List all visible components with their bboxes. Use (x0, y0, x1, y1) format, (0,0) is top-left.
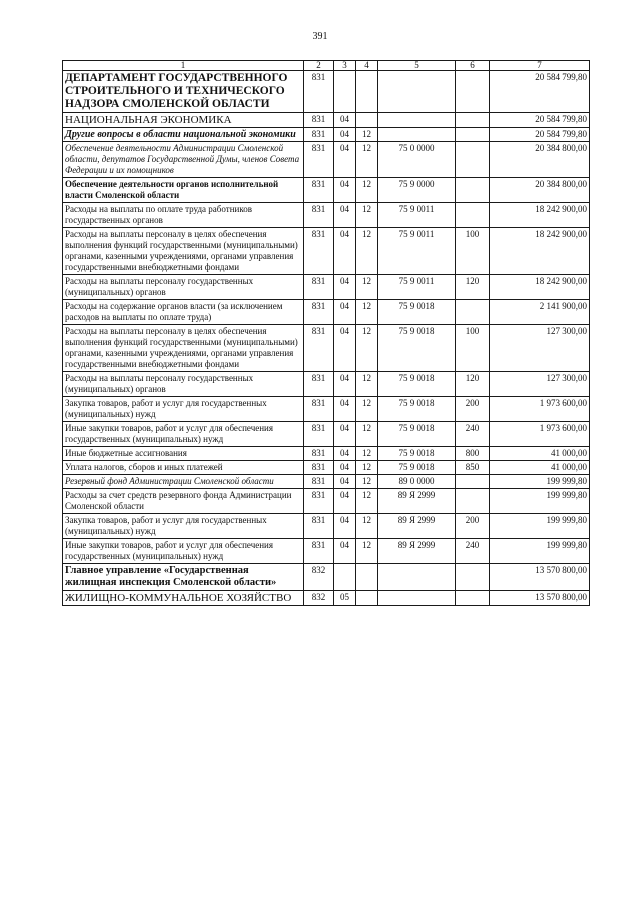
row-target: 89 Я 2999 (378, 539, 456, 564)
row-target: 75 9 0018 (378, 422, 456, 447)
row-section: 04 (334, 113, 356, 128)
row-amount: 20 384 800,00 (490, 142, 590, 178)
row-type (456, 113, 490, 128)
row-amount: 199 999,80 (490, 489, 590, 514)
row-type (456, 489, 490, 514)
row-code: 832 (304, 564, 334, 591)
row-code: 831 (304, 300, 334, 325)
budget-table (62, 60, 590, 606)
row-name: Обеспечение деятельности органов исполнительной власти Смоленской области (63, 178, 304, 203)
row-amount: 13 570 800,00 (490, 564, 590, 591)
row-type: 800 (456, 447, 490, 461)
row-code: 831 (304, 397, 334, 422)
row-section: 04 (334, 397, 356, 422)
row-type (456, 564, 490, 591)
table-row (63, 228, 590, 275)
row-section: 04 (334, 475, 356, 489)
row-name: Иные закупки товаров, работ и услуг для обеспечения государственных (муниципальных) нужд (63, 539, 304, 564)
row-target (378, 564, 456, 591)
row-amount: 18 242 900,00 (490, 203, 590, 228)
row-name: Расходы на выплаты персоналу государственных (муниципальных) органов (63, 372, 304, 397)
row-amount: 13 570 800,00 (490, 591, 590, 606)
table-row (63, 461, 590, 475)
table-row (63, 178, 590, 203)
row-amount: 20 384 800,00 (490, 178, 590, 203)
row-section: 04 (334, 372, 356, 397)
row-subsection (356, 113, 378, 128)
row-amount: 41 000,00 (490, 447, 590, 461)
row-type: 100 (456, 325, 490, 372)
row-target: 75 9 0011 (378, 203, 456, 228)
row-subsection: 12 (356, 275, 378, 300)
row-subsection: 12 (356, 142, 378, 178)
row-code: 831 (304, 325, 334, 372)
row-subsection: 12 (356, 489, 378, 514)
row-section: 04 (334, 539, 356, 564)
table-row (63, 128, 590, 142)
row-target (378, 128, 456, 142)
row-code: 831 (304, 422, 334, 447)
table-row (63, 397, 590, 422)
row-type (456, 71, 490, 113)
row-type: 120 (456, 275, 490, 300)
row-code: 831 (304, 275, 334, 300)
table-row (63, 372, 590, 397)
row-name: Иные закупки товаров, работ и услуг для обеспечения государственных (муниципальных) нужд (63, 422, 304, 447)
row-subsection: 12 (356, 325, 378, 372)
row-target: 75 9 0018 (378, 325, 456, 372)
table-row (63, 113, 590, 128)
table-row (63, 591, 590, 606)
row-section: 04 (334, 489, 356, 514)
row-code: 831 (304, 128, 334, 142)
row-target: 75 9 0018 (378, 447, 456, 461)
row-code: 831 (304, 142, 334, 178)
column-header: 4 (356, 61, 378, 71)
row-target: 75 0 0000 (378, 142, 456, 178)
row-target (378, 591, 456, 606)
row-subsection: 12 (356, 203, 378, 228)
row-code: 831 (304, 475, 334, 489)
table-row (63, 300, 590, 325)
row-section: 05 (334, 591, 356, 606)
row-type (456, 300, 490, 325)
row-name: Резервный фонд Администрации Смоленской области (63, 475, 304, 489)
table-row (63, 475, 590, 489)
row-code: 831 (304, 71, 334, 113)
row-name: Расходы на выплаты персоналу в целях обеспечения выполнения функций государственными (муниципальными) органами, казенными учреждениями, органами управления государственными внебюджетными фондами (63, 325, 304, 372)
row-name: Уплата налогов, сборов и иных платежей (63, 461, 304, 475)
row-subsection (356, 564, 378, 591)
row-subsection: 12 (356, 447, 378, 461)
row-subsection: 12 (356, 422, 378, 447)
table-row (63, 71, 590, 113)
row-name: Расходы на выплаты персоналу государственных (муниципальных) органов (63, 275, 304, 300)
table-row (63, 325, 590, 372)
row-section: 04 (334, 325, 356, 372)
row-amount: 127 300,00 (490, 372, 590, 397)
row-target: 75 9 0018 (378, 372, 456, 397)
row-name: Закупка товаров, работ и услуг для государственных (муниципальных) нужд (63, 514, 304, 539)
row-target: 75 9 0011 (378, 275, 456, 300)
row-section (334, 71, 356, 113)
row-amount: 1 973 600,00 (490, 397, 590, 422)
row-subsection: 12 (356, 300, 378, 325)
row-subsection (356, 591, 378, 606)
row-amount: 127 300,00 (490, 325, 590, 372)
row-section: 04 (334, 142, 356, 178)
row-type: 100 (456, 228, 490, 275)
row-name: Другие вопросы в области национальной экономики (63, 128, 304, 142)
row-name: Расходы на выплаты персоналу в целях обеспечения выполнения функций государственными (муниципальными) органами, казенными учреждениями, органами управления государственными внебюджетными фондами (63, 228, 304, 275)
row-section: 04 (334, 514, 356, 539)
row-code: 831 (304, 539, 334, 564)
row-type: 200 (456, 514, 490, 539)
row-subsection: 12 (356, 228, 378, 275)
row-section: 04 (334, 128, 356, 142)
row-name: Расходы за счет средств резервного фонда Администрации Смоленской области (63, 489, 304, 514)
row-amount: 18 242 900,00 (490, 228, 590, 275)
row-name: Главное управление «Государственная жилищная инспекция Смоленской области» (63, 564, 304, 591)
row-amount: 20 584 799,80 (490, 71, 590, 113)
column-header: 6 (456, 61, 490, 71)
column-header: 5 (378, 61, 456, 71)
row-code: 832 (304, 591, 334, 606)
row-code: 831 (304, 461, 334, 475)
row-code: 831 (304, 178, 334, 203)
row-subsection: 12 (356, 372, 378, 397)
row-name: Расходы на выплаты по оплате труда работников государственных органов (63, 203, 304, 228)
row-target: 89 Я 2999 (378, 489, 456, 514)
row-section: 04 (334, 447, 356, 461)
row-code: 831 (304, 228, 334, 275)
row-code: 831 (304, 372, 334, 397)
table-row (63, 447, 590, 461)
column-header: 1 (63, 61, 304, 71)
table-row (63, 564, 590, 591)
row-section: 04 (334, 203, 356, 228)
row-amount: 199 999,80 (490, 539, 590, 564)
table-row (63, 142, 590, 178)
row-target: 75 9 0011 (378, 228, 456, 275)
row-name: Иные бюджетные ассигнования (63, 447, 304, 461)
header-row (63, 61, 590, 71)
row-amount: 20 584 799,80 (490, 128, 590, 142)
row-target: 89 0 0000 (378, 475, 456, 489)
row-type: 850 (456, 461, 490, 475)
row-code: 831 (304, 203, 334, 228)
row-section: 04 (334, 275, 356, 300)
row-type (456, 142, 490, 178)
row-target: 75 9 0018 (378, 461, 456, 475)
row-section (334, 564, 356, 591)
row-target: 75 9 0018 (378, 300, 456, 325)
row-target: 75 9 0018 (378, 397, 456, 422)
table-row (63, 514, 590, 539)
row-subsection: 12 (356, 128, 378, 142)
row-section: 04 (334, 422, 356, 447)
table-row (63, 422, 590, 447)
row-type (456, 475, 490, 489)
row-subsection: 12 (356, 461, 378, 475)
row-section: 04 (334, 178, 356, 203)
row-type: 240 (456, 539, 490, 564)
table-row (63, 539, 590, 564)
row-subsection (356, 71, 378, 113)
row-code: 831 (304, 489, 334, 514)
row-code: 831 (304, 447, 334, 461)
page-number: 391 (312, 31, 328, 42)
row-amount: 20 584 799,80 (490, 113, 590, 128)
row-subsection: 12 (356, 475, 378, 489)
row-name: ДЕПАРТАМЕНТ ГОСУДАРСТВЕННОГО СТРОИТЕЛЬНОГО И ТЕХНИЧЕСКОГО НАДЗОРА СМОЛЕНСКОЙ ОБЛАСТИ (63, 71, 304, 113)
row-amount: 41 000,00 (490, 461, 590, 475)
table-row (63, 203, 590, 228)
row-name: Расходы на содержание органов власти (за исключением расходов на выплаты по оплате труда) (63, 300, 304, 325)
row-type (456, 591, 490, 606)
row-section: 04 (334, 228, 356, 275)
row-amount: 199 999,80 (490, 514, 590, 539)
row-type: 120 (456, 372, 490, 397)
row-type (456, 128, 490, 142)
row-amount: 2 141 900,00 (490, 300, 590, 325)
row-subsection: 12 (356, 514, 378, 539)
row-amount: 18 242 900,00 (490, 275, 590, 300)
row-type (456, 203, 490, 228)
row-type: 240 (456, 422, 490, 447)
row-code: 831 (304, 113, 334, 128)
row-name: ЖИЛИЩНО-КОММУНАЛЬНОЕ ХОЗЯЙСТВО (63, 591, 304, 606)
table-row (63, 275, 590, 300)
row-target: 75 9 0000 (378, 178, 456, 203)
row-target (378, 71, 456, 113)
row-subsection: 12 (356, 397, 378, 422)
row-code: 831 (304, 514, 334, 539)
row-section: 04 (334, 461, 356, 475)
row-target: 89 Я 2999 (378, 514, 456, 539)
row-subsection: 12 (356, 539, 378, 564)
column-header: 7 (490, 61, 590, 71)
row-section: 04 (334, 300, 356, 325)
row-amount: 199 999,80 (490, 475, 590, 489)
table-row (63, 489, 590, 514)
column-header: 3 (334, 61, 356, 71)
row-type (456, 178, 490, 203)
row-subsection: 12 (356, 178, 378, 203)
row-name: НАЦИОНАЛЬНАЯ ЭКОНОМИКА (63, 113, 304, 128)
row-target (378, 113, 456, 128)
row-name: Закупка товаров, работ и услуг для государственных (муниципальных) нужд (63, 397, 304, 422)
row-type: 200 (456, 397, 490, 422)
row-name: Обеспечение деятельности Администрации Смоленской области, депутатов Государственной Думы, членов Совета Федерации и их помощников (63, 142, 304, 178)
row-amount: 1 973 600,00 (490, 422, 590, 447)
column-header: 2 (304, 61, 334, 71)
